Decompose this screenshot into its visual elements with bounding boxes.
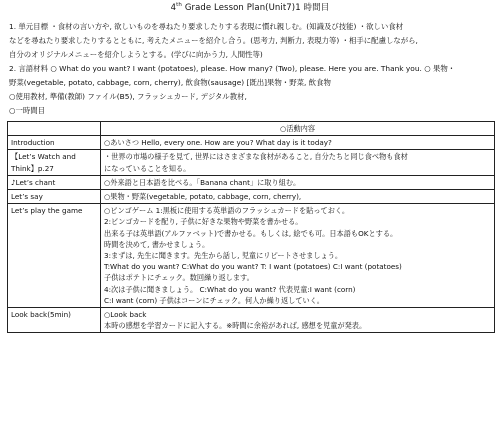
row-line: ・世界の市場の様子を見て, 世界にはさまざまな食材があること, 自分たちと同じ食べ物も食材 (104, 152, 408, 162)
unit-goal-line-2: などを尋ねたり要求したりするとともに, 考えたメニューを紹介し合う。(思考力, 判断力, 表現力等) ・相手に配慮しながら, (9, 36, 418, 45)
first-period-heading: ○一時間目 (9, 106, 46, 115)
row-content (101, 190, 495, 204)
row-line: ○ビンゴゲーム 1:黒板に使用する英単語のフラッシュカードを貼っておく。 (104, 206, 350, 216)
row-content (101, 150, 495, 175)
row-line: 3:まずは, 先生に聞きます。先生から話し, 児童にリピートさせましょう。 (104, 251, 343, 261)
row-line: になっていることを知る。 (104, 163, 191, 173)
table-row (8, 136, 495, 150)
page-title (0, 1, 500, 13)
table-row (8, 190, 495, 204)
row-label (8, 150, 101, 175)
header-cell: ○活動内容 (101, 122, 495, 136)
row-line: 出来る子は英単語(アルファベット)で書かせる。もしくは, 絵でも可。日本語もOKとする。 (104, 228, 398, 238)
row-label: Look back(5min) (8, 308, 101, 333)
row-content (101, 308, 495, 333)
table-row (8, 204, 495, 308)
row-line: 時間を決めて, 書かせましょう。 (104, 239, 210, 249)
row-line: ○果物・野菜(vegetable, potato, cabbage, corn, cherry), (104, 192, 302, 202)
row-line: C:I want (corn) 子供はコーンにチェック。何人か繰り返していく。 (104, 295, 324, 305)
row-line: T:What do you want? C:What do you want? T: I want (potatoes) C:I want (potatoes) (104, 262, 402, 272)
unit-goal-line-1: 1. 単元目標 ・食材の言い方や, 欲しいものを尋ねたり要求したりする表現に慣れ親しむ。(知識及び技能) ・欲しい食材 (9, 22, 404, 31)
row-content (101, 136, 495, 150)
header-empty-cell (8, 122, 101, 136)
row-label: Let’s play the game (8, 204, 101, 308)
row-label-line: 【Let’s Watch and (11, 152, 76, 162)
row-label: Let’s say (8, 190, 101, 204)
row-line: ○Look back (104, 310, 147, 320)
row-line: 本時の感想を学習カードに記入する。※時間に余裕があれば, 感想を児童が発表。 (104, 321, 367, 331)
title-text: Grade Lesson Plan(Unit7)1 時間目 (182, 3, 330, 13)
table-row (8, 150, 495, 175)
title-grade-number: 4 (170, 3, 177, 13)
materials-line: ○使用教材, 準備(教師) ファイル(B5), フラッシュカード, デジタル教材, (9, 92, 247, 101)
row-line: ○外来語と日本語を比べる。「Banana chant」に取り組む。 (104, 177, 301, 187)
row-label: ♪Let’s chant (8, 175, 101, 189)
row-line: ○あいさつ Hello, every one. How are you? What day is it today? (104, 138, 332, 148)
row-line: 2:ビンゴカードを配り, 子供に好きな果物や野菜を書かせる。 (104, 217, 303, 227)
activity-table (7, 121, 495, 333)
row-content (101, 175, 495, 189)
row-line: 子供はポテトにチェック。数回繰り返します。 (104, 273, 254, 283)
table-row (8, 308, 495, 333)
unit-goal-line-3: 自分のオリジナルメニューを紹介しようとする。(学びに向かう力, 人間性等) (9, 50, 263, 59)
language-material-line-1: 2. 言語材料 ○ What do you want? I want (potatoes), please. How many? (Two), please. Here you are. Thank you. ○ 果物・ (9, 64, 456, 73)
row-line: 4:次は子供に聞きましょう。 C:What do you want? 代表児童:I want (corn) (104, 284, 356, 294)
row-label-line: Think】p.27 (11, 163, 54, 173)
table-header-row (8, 122, 495, 136)
language-material-line-2: 野菜(vegetable, potato, cabbage, corn, cherry), 飲食物(sausage) [既出]果物・野菜, 飲食物 (9, 78, 331, 87)
title-superscript: th (176, 2, 183, 9)
row-label: Introduction (8, 136, 101, 150)
table-row (8, 175, 495, 189)
row-content (101, 204, 495, 308)
